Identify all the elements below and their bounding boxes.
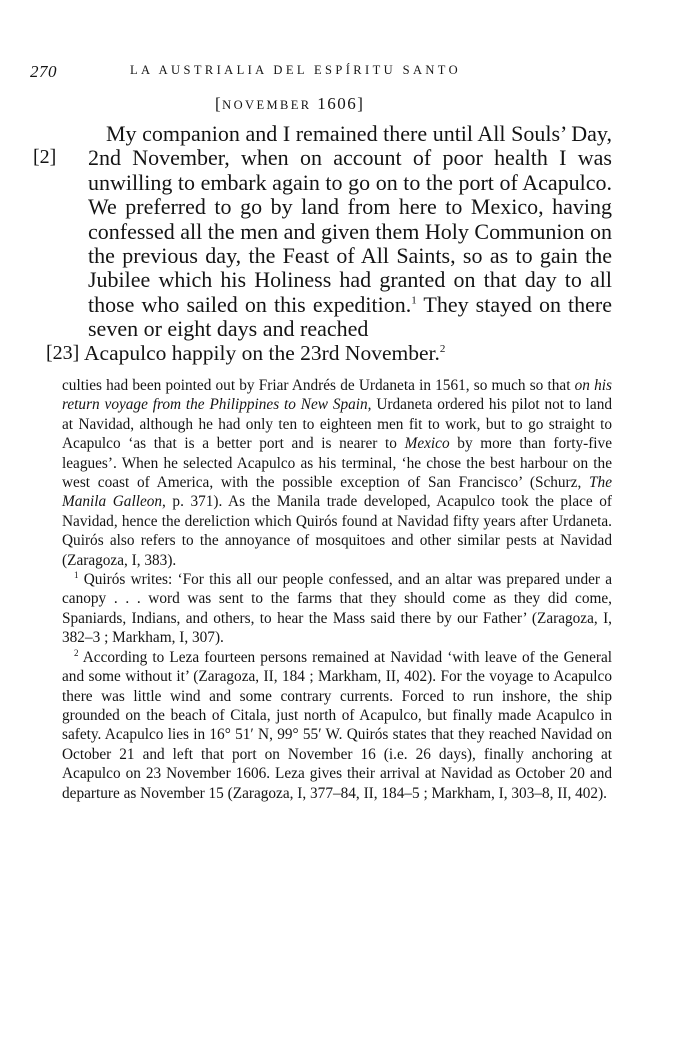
footnote-2-text: According to Leza fourteen persons remained at Navidad ‘with leave of the General and some without it’ (Zaragoza, II, 184 ; Markham, II, 402). For the voyage to Acapulco there was little wind and some contrary currents. Forced to run inshore, the ship grounded on the beach of Citala, just north of Acapulco, but finally made Acapulco in safety. Acapulco lies in 16° 51′ N, 99° 55′ W. Quirós states that they reached Navidad on October 21 and left that port on November 16 (i.e. 26 days), finally anchoring at Acapulco on 23 November 1606. Leza gives their arrival at Navidad as October 20 and departure as November 15 (Zaragoza, I, 377–84, II, 184–5 ; Markham, I, 303–8, II, 402). bbox=[62, 648, 612, 802]
running-title: LA AUSTRIALIA DEL ESPÍRITU SANTO bbox=[130, 63, 462, 77]
footnote-text: Urdaneta ordered his pilot not to land at Navidad, although he had only ten to eighteen men fit to work, but to go straight to Acapulco ‘as that is a better port and is nearer to bbox=[62, 396, 612, 453]
footnote-text: , p. 371). As the Manila trade developed, Acapulco took the place of Navidad, hence the dereliction which Quirós found at Navidad fifty years after Urdaneta. Quirós also refers to the annoyance of mosquitoes and other similar pests at Navidad (Zaragoza, I, 383). bbox=[62, 493, 612, 569]
section-heading-month: NOVEMBER bbox=[222, 98, 312, 112]
footnote-marker-2: 2 bbox=[439, 342, 446, 355]
main-last-line bbox=[84, 341, 445, 366]
section-heading-year: 1606 bbox=[317, 94, 358, 113]
main-paragraph bbox=[88, 122, 612, 342]
margin-number-first: [2] bbox=[33, 146, 57, 168]
main-last-line-text: Acapulco happily on the 23rd November. bbox=[84, 341, 440, 365]
book-title-italic: The Manila Galleon bbox=[62, 474, 612, 511]
footnote-2-marker: 2 bbox=[74, 647, 79, 658]
page-number: 270 bbox=[30, 62, 57, 81]
footnote-text: by more than forty-five leagues’. When he selected Acapulco as his terminal, ‘he chose the best harbour on the west coast of America, with the possible exception of San Francisco’ (Schurz, bbox=[62, 435, 612, 492]
footnote-continuation bbox=[62, 376, 612, 570]
margin-number-second: [23] bbox=[46, 342, 80, 364]
running-head bbox=[30, 60, 630, 84]
section-heading-open-bracket: [ bbox=[215, 94, 223, 113]
footnote-1 bbox=[62, 570, 612, 648]
main-paragraph-body: My companion and I remained there until All Souls’ Day, 2nd November, when on account of poor health I was unwilling to embark again to go on to the port of Acapulco. We preferred to go by land from here to Mexico, having confessed all the men and given them Holy Communion on the previous day, the Feast of All Saints, so as to gain the Jubilee which his Holiness had granted on that day to all those who sailed on this expedition. bbox=[88, 121, 612, 317]
footnote-italic-text: Mexico bbox=[404, 435, 450, 453]
footnotes bbox=[62, 376, 612, 803]
section-heading-close-bracket: ] bbox=[357, 94, 365, 113]
footnote-2 bbox=[62, 648, 612, 803]
footnote-1-marker: 1 bbox=[74, 569, 79, 580]
main-paragraph-tail: They stayed on there seven or eight days and reached bbox=[88, 291, 612, 342]
main-text bbox=[88, 122, 612, 342]
footnote-marker-1: 1 bbox=[411, 294, 417, 307]
section-heading bbox=[215, 94, 364, 114]
footnote-1-text: Quirós writes: ‘For this all our people confessed, and an altar was prepared under a canopy . . . word was sent to the farms that they should come as they did come, Spaniards, Indians, and others, to hear the Mass said there by our Father’ (Zaragoza, I, 382–3 ; Markham, I, 307). bbox=[62, 571, 612, 647]
footnote-italic-text: on his return voyage from the Philippines to New Spain, bbox=[62, 377, 612, 414]
footnote-text: culties had been pointed out by Friar Andrés de Urdaneta in 1561, so much so that bbox=[62, 377, 575, 394]
